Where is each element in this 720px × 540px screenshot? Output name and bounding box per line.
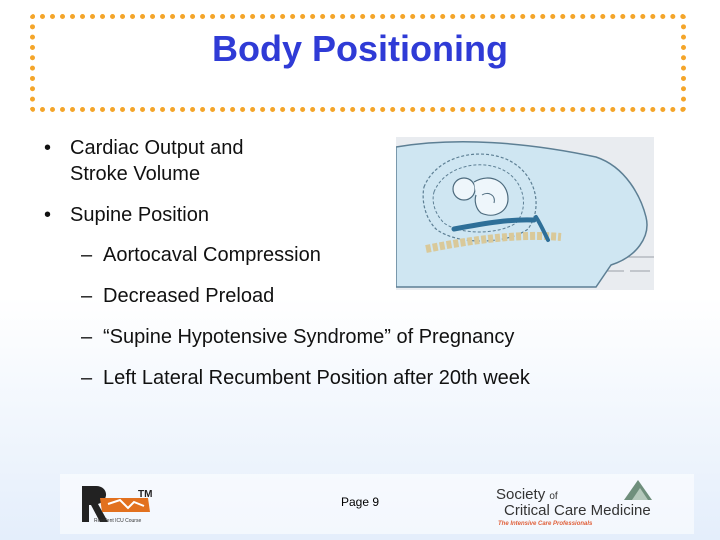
bullet-supine-position [44, 203, 209, 227]
bullet-mark: • [44, 204, 52, 226]
sub-mark: – [81, 367, 93, 389]
sccm-name: Critical Care Medicine [504, 502, 651, 519]
sub-left-lateral [81, 366, 530, 390]
sccm-society-word: Society [496, 486, 546, 503]
slide-title: Body Positioning [212, 28, 508, 69]
bullet-cardiac-output-line1 [44, 136, 244, 160]
sub-mark: – [81, 285, 93, 307]
bullet-text: Stroke Volume [70, 163, 201, 185]
page-number: Page 9 [340, 495, 380, 509]
sub-text: Decreased Preload [103, 285, 275, 307]
sccm-triangle-icon [620, 478, 656, 502]
sub-text: Aortocaval Compression [103, 244, 321, 266]
sub-text: “Supine Hypotensive Syndrome” of Pregnancy [103, 326, 515, 348]
bullet-mark: • [44, 137, 52, 159]
bullet-cardiac-output-line2 [70, 162, 200, 186]
sub-supine-hypotensive [81, 325, 515, 349]
sccm-of-word: of [549, 491, 558, 502]
sub-preload [81, 284, 275, 308]
sub-mark: – [81, 326, 93, 348]
bullet-text: Supine Position [70, 204, 209, 226]
sub-mark: – [81, 244, 93, 266]
sub-text: Left Lateral Recumbent Position after 20th week [103, 367, 530, 389]
pregnancy-supine-illustration [396, 137, 654, 290]
sub-aortocaval [81, 243, 321, 267]
sccm-logo [496, 478, 696, 534]
bullet-text: Cardiac Output and [70, 137, 244, 159]
ricu-course-text: Resident ICU Course [94, 518, 142, 524]
trademark-mark: TM [138, 489, 153, 500]
sccm-tagline: The Intensive Care Professionals [498, 521, 593, 527]
sccm-society-line [496, 486, 558, 503]
